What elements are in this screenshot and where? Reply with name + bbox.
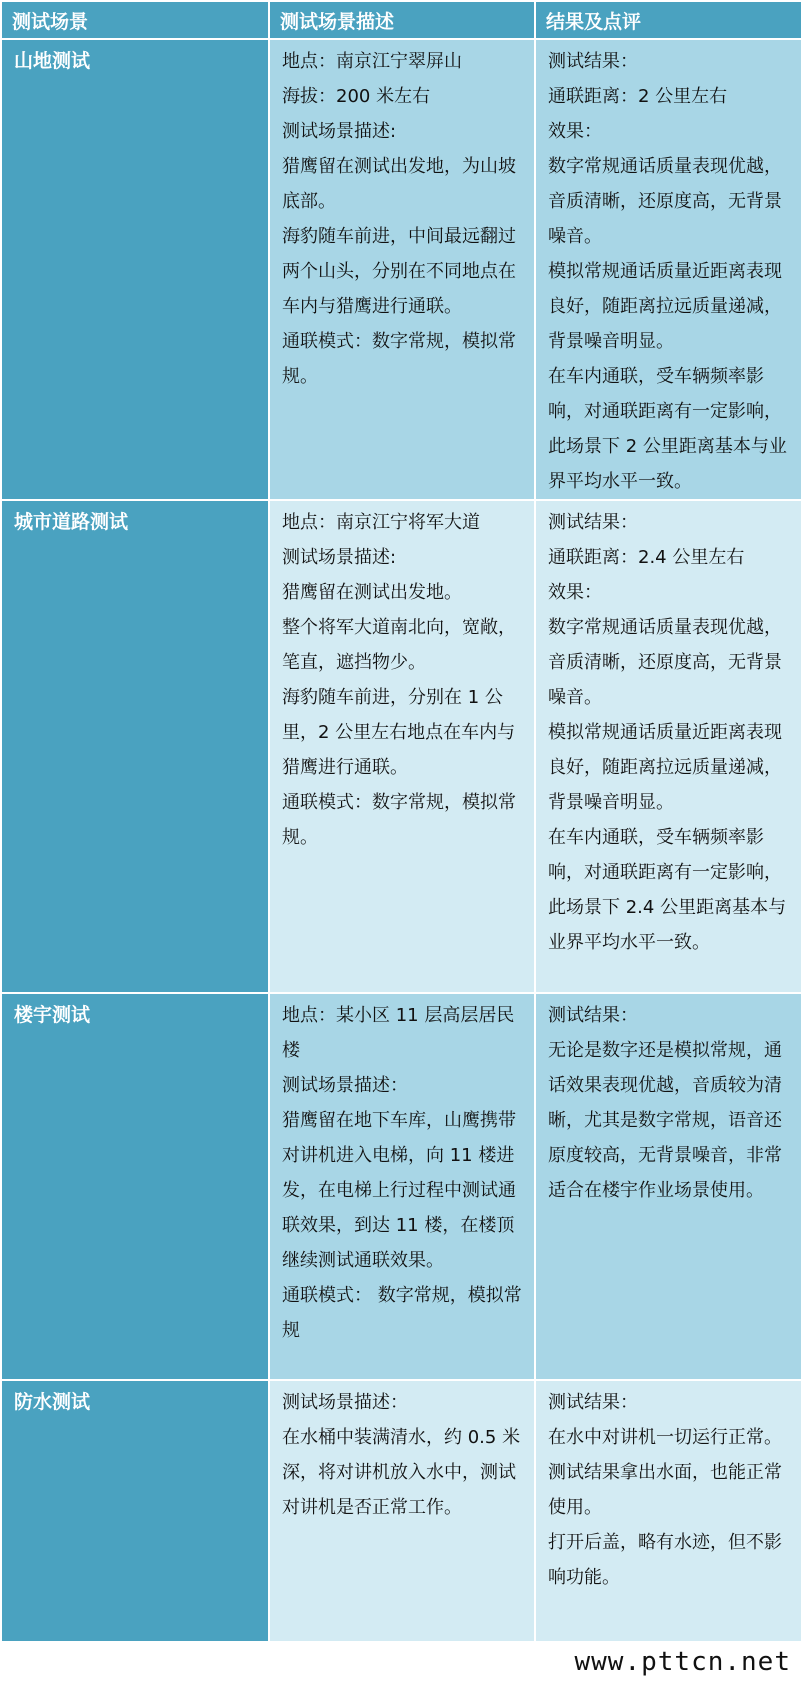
desc-line: 通联模式：数字常规，模拟常规。 [282,331,516,387]
table-row-building [1,993,801,1380]
scene-label: 楼宇测试 [14,1004,91,1026]
result-line: 模拟常规通话质量近距离表现良好，随距离拉远质量递减，背景噪音明显。 [548,261,782,352]
table-row-city-road [1,500,801,993]
scene-label: 山地测试 [14,50,91,72]
desc-line: 在水桶中装满清水，约 0.5 米深，将对讲机放入水中，测试对讲机是否正常工作。 [282,1427,521,1518]
desc-line: 整个将军大道南北向，宽敞，笔直，遮挡物少。 [282,617,516,673]
desc-line: 海豹随车前进，分别在 1 公里，2 公里左右地点在车内与猎鹰进行通联。 [282,687,516,778]
table-row-waterproof [1,1380,801,1642]
scene-cell [1,1380,269,1642]
result-line: 通联距离：2 公里左右 [548,86,728,107]
result-line: 在水中对讲机一切运行正常。 [548,1427,782,1448]
result-cell [535,993,801,1380]
result-line: 无论是数字还是模拟常规，通话效果表现优越，音质较为清晰，尤其是数字常规，语音还原度较高，无背景噪音，非常适合在楼宇作业场景使用。 [548,1040,782,1201]
scene-label: 城市道路测试 [14,511,129,533]
desc-line: 测试场景描述： [282,1392,408,1413]
desc-line: 测试场景描述: [282,547,397,568]
table-row-mountain [1,39,801,500]
desc-line: 猎鹰留在地下车库，山鹰携带对讲机进入电梯，向 11 楼进发，在电梯上行过程中测试通联效果，到达 11 楼，在楼顶继续测试通联效果。 [282,1110,516,1271]
result-line: 效果： [548,121,602,142]
desc-line: 测试场景描述: [282,121,397,142]
result-line: 测试结果拿出水面，也能正常使用。 [548,1462,782,1518]
header-description: 测试场景描述 [269,1,535,39]
result-line: 测试结果： [548,51,638,72]
result-line: 数字常规通话质量表现优越，音质清晰，还原度高，无背景噪音。 [548,156,782,247]
result-cell [535,500,801,993]
result-line: 在车内通联，受车辆频率影响，对通联距离有一定影响，此场景下 2 公里距离基本与业界平均水平一致。 [548,366,787,492]
scene-label: 防水测试 [14,1391,91,1413]
scene-cell [1,39,269,500]
result-line: 打开后盖，略有水迹，但不影响功能。 [548,1532,782,1588]
header-scene: 测试场景 [1,1,269,39]
result-line: 通联距离：2.4 公里左右 [548,547,745,568]
result-line: 测试结果： [548,512,638,533]
desc-line: 海豹随车前进，中间最远翻过两个山头，分别在不同地点在车内与猎鹰进行通联。 [282,226,516,317]
desc-line: 测试场景描述： [282,1075,408,1096]
desc-line: 猎鹰留在测试出发地。 [282,582,462,603]
result-cell [535,39,801,500]
result-line: 数字常规通话质量表现优越，音质清晰，还原度高，无背景噪音。 [548,617,782,708]
description-cell [269,993,535,1380]
desc-line: 地点：南京江宁将军大道 [282,512,480,533]
result-line: 测试结果： [548,1392,638,1413]
description-cell [269,39,535,500]
site-watermark: www.pttcn.net [571,1647,796,1677]
desc-line: 地点：南京江宁翠屏山 [282,51,462,72]
result-line: 模拟常规通话质量近距离表现良好，随距离拉远质量递减，背景噪音明显。 [548,722,782,813]
scene-cell [1,500,269,993]
desc-line: 通联模式：数字常规，模拟常规。 [282,792,516,848]
description-cell [269,500,535,993]
desc-line: 猎鹰留在测试出发地，为山坡底部。 [282,156,516,212]
desc-line: 地点：某小区 11 层高层居民楼 [282,1005,515,1061]
result-line: 在车内通联，受车辆频率影响，对通联距离有一定影响，此场景下 2.4 公里距离基本与业界平均水平一致。 [548,827,787,953]
result-line: 测试结果： [548,1005,638,1026]
result-line: 效果： [548,582,602,603]
result-cell [535,1380,801,1642]
desc-line: 通联模式： 数字常规，模拟常规 [282,1285,522,1341]
description-cell [269,1380,535,1642]
header-result: 结果及点评 [535,1,801,39]
header-row [1,1,801,39]
scene-cell [1,993,269,1380]
desc-line: 海拔：200 米左右 [282,86,431,107]
